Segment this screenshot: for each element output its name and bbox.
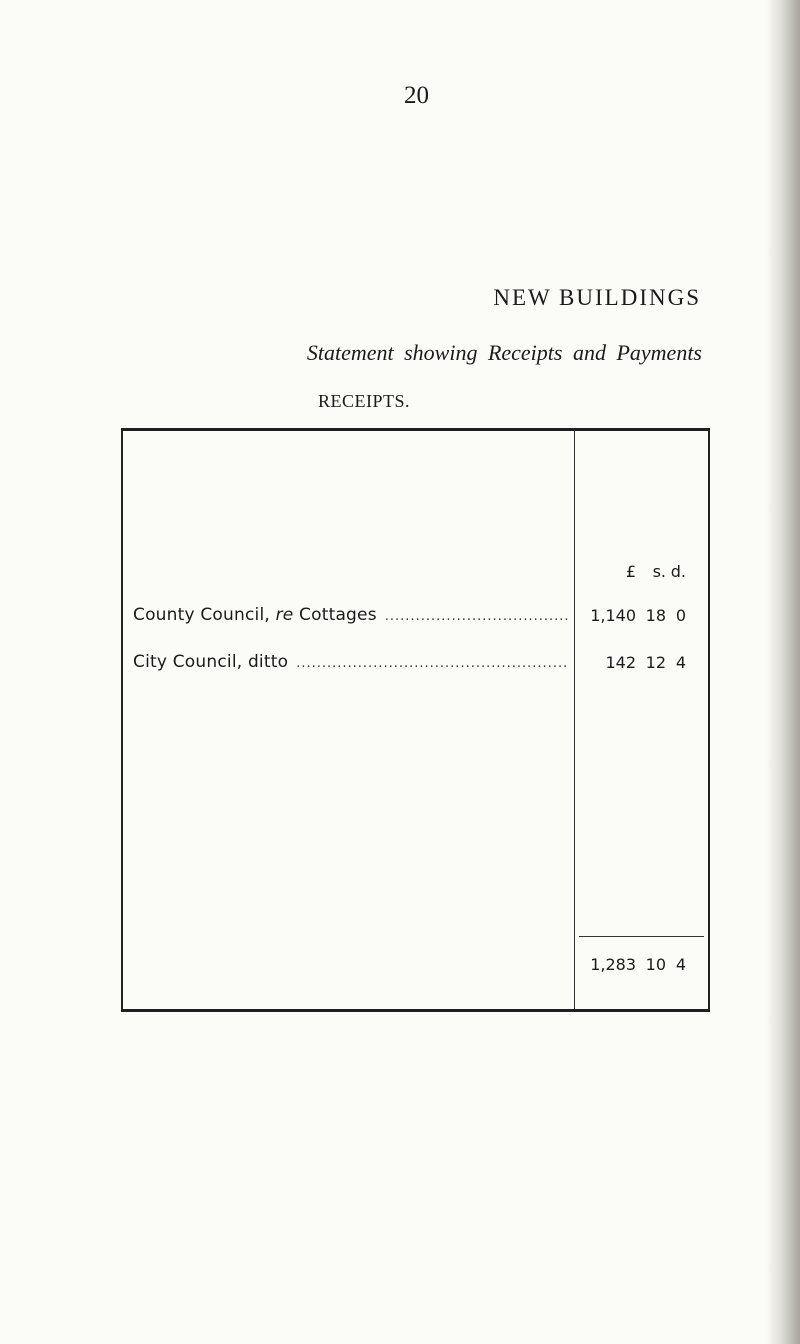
pounds-header: £: [625, 562, 636, 581]
leader-dots: [385, 609, 569, 624]
table-row-label: [133, 605, 569, 625]
receipts-table: [121, 428, 710, 1012]
row-label-text: County Council, re Cottages: [133, 605, 377, 625]
total-pence: 4: [675, 955, 686, 974]
shillings-value: 12: [645, 653, 666, 672]
statement-subtitle: Statement showing Receipts and Payments: [306, 340, 702, 365]
page-number: 20: [404, 82, 429, 109]
receipts-heading: RECEIPTS.: [318, 391, 411, 411]
page-title: NEW BUILDINGS: [493, 285, 701, 310]
pounds-value: 1,140: [590, 606, 636, 625]
pence-value: 0: [675, 606, 686, 625]
total-shillings: 10: [645, 955, 666, 974]
table-bottom-rule: [121, 1009, 710, 1012]
pence-value: 4: [675, 653, 686, 672]
sum-rule: [579, 936, 704, 937]
row-label-text: City Council, ditto: [133, 652, 289, 672]
leader-dots: [296, 656, 569, 671]
shillings-header: s.: [652, 562, 666, 581]
page-edge-shadow: [766, 0, 800, 1344]
shillings-value: 18: [645, 606, 666, 625]
pence-header: d.: [670, 562, 686, 581]
table-top-rule: [121, 428, 710, 431]
pounds-value: 142: [605, 653, 636, 672]
column-divider: [574, 428, 575, 1012]
total-pounds: 1,283: [590, 955, 636, 974]
table-row-label: [133, 652, 569, 672]
